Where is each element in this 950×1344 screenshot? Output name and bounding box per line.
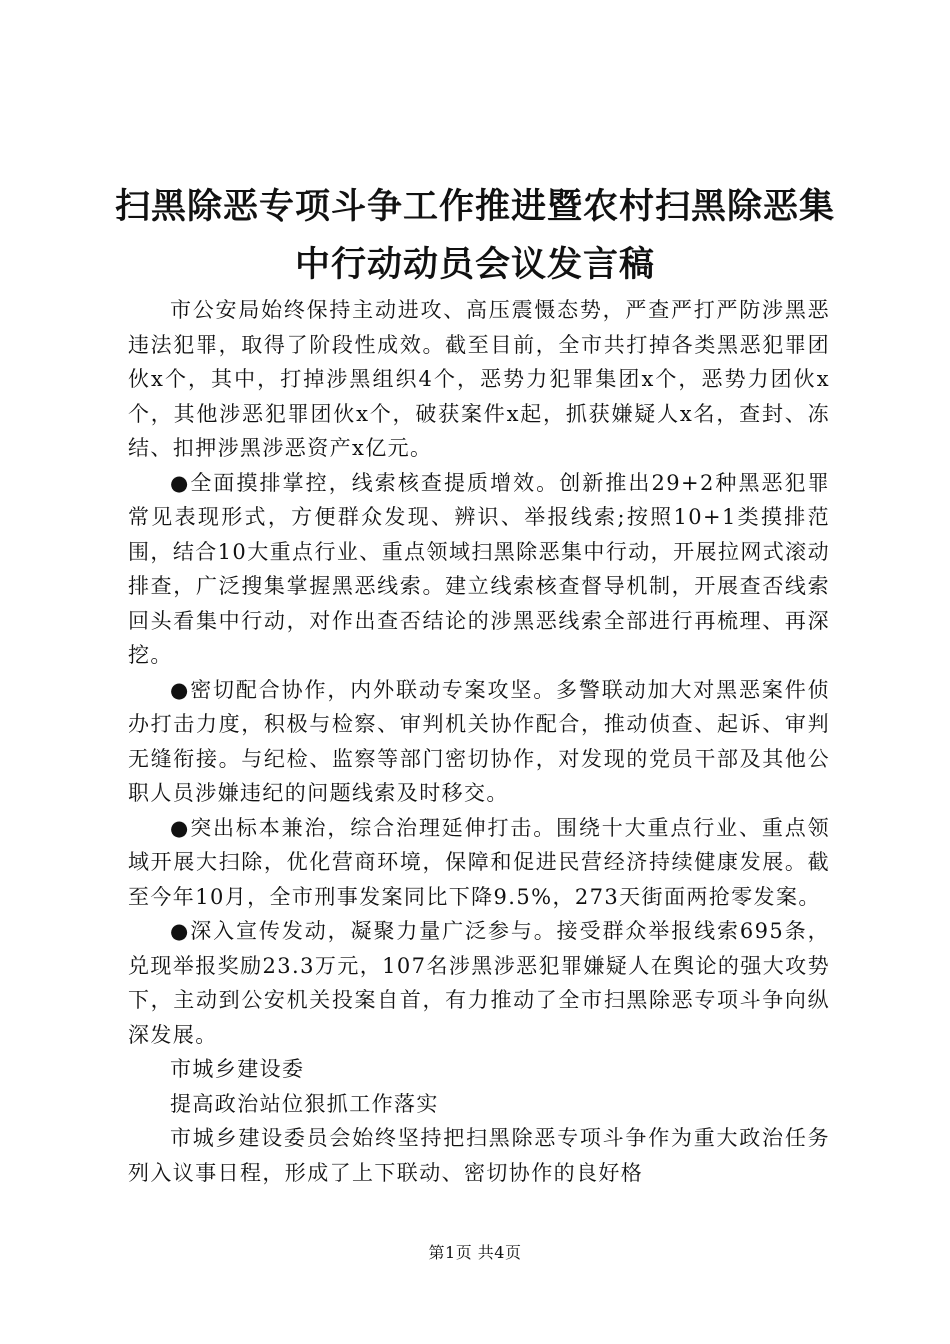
section-heading: 市城乡建设委	[170, 1057, 305, 1081]
paragraph: 市城乡建设委员会始终坚持把扫黑除恶专项斗争作为重大政治任务列入议事日程，形成了上下联动、密切协作的良好格	[128, 1126, 830, 1185]
paragraph: ●深入宣传发动，凝聚力量广泛参与。接受群众举报线索695条，兑现举报奖励23.3万元，107名涉黑涉恶犯罪嫌疑人在舆论的强大攻势下，主动到公安机关投案自首，有力推动了全市扫黑除恶专项斗争向纵深发展。	[128, 919, 830, 1047]
document-body	[128, 293, 830, 1190]
paragraph: 市公安局始终保持主动进攻、高压震慑态势，严查严打严防涉黑恶违法犯罪，取得了阶段性成效。截至目前，全市共打掉各类黑恶犯罪团伙x个，其中，打掉涉黑组织4个，恶势力犯罪集团x个，恶势力团伙x个，其他涉恶犯罪团伙x个，破获案件x起，抓获嫌疑人x名，查封、冻结、扣押涉黑涉恶资产x亿元。	[128, 298, 830, 460]
page-number-footer: 第1页 共4页	[428, 1243, 522, 1262]
paragraph: ●密切配合协作，内外联动专案攻坚。多警联动加大对黑恶案件侦办打击力度，积极与检察、审判机关协作配合，推动侦查、起诉、审判无缝衔接。与纪检、监察等部门密切协作，对发现的党员干部及其他公职人员涉嫌违纪的问题线索及时移交。	[128, 677, 830, 805]
section-subheading: 提高政治站位狠抓工作落实	[170, 1091, 439, 1116]
document-title: 扫黑除恶专项斗争工作推进暨农村扫黑除恶集中行动动员会议发言稿	[114, 187, 835, 285]
paragraph: ●突出标本兼治，综合治理延伸打击。围绕十大重点行业、重点领域开展大扫除，优化营商环境，保障和促进民营经济持续健康发展。截至今年10月，全市刑事发案同比下降9.5%，273天街面两抢零发案。	[128, 815, 830, 909]
paragraph: ●全面摸排掌控，线索核查提质增效。创新推出29+2种黑恶犯罪常见表现形式，方便群众发现、辨识、举报线索;按照10+1类摸排范围，结合10大重点行业、重点领域扫黑除恶集中行动，开展拉网式滚动排查，广泛搜集掌握黑恶线索。建立线索核查督导机制，开展查否线索回头看集中行动，对作出查否结论的涉黑恶线索全部进行再梳理、再深挖。	[128, 470, 830, 667]
